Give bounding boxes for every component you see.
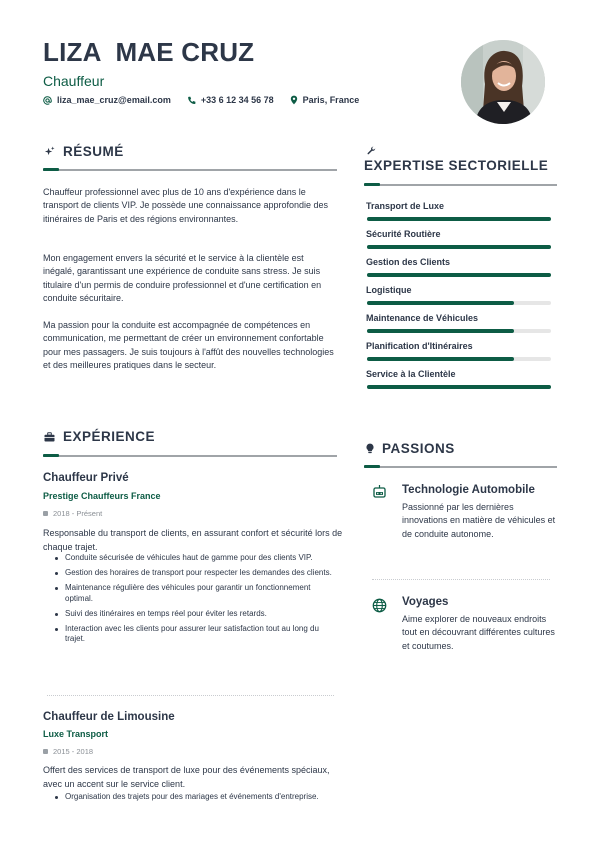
skill-bar-fill xyxy=(367,357,514,361)
skill-label: Planification d'Itinéraires xyxy=(366,341,473,351)
robot-icon xyxy=(372,484,387,504)
skill-item xyxy=(366,369,552,389)
skill-item xyxy=(366,257,552,277)
skill-item xyxy=(366,341,552,361)
resume-heading-text: RÉSUMÉ xyxy=(63,144,124,159)
lightbulb-icon xyxy=(366,443,374,454)
skill-bar-track xyxy=(367,301,551,305)
skill-label: Transport de Luxe xyxy=(366,201,445,211)
resume-paragraph: Chauffeur professionnel avec plus de 10 ans d'expérience dans le transport de clients VIP. Je possède une connaissance approfondie des itinéraires de Paris et des régions environnantes. xyxy=(43,187,329,224)
expertise-heading-text: EXPERTISE SECTORIELLE xyxy=(364,158,549,173)
job-bullets xyxy=(55,553,337,649)
skill-bar-fill xyxy=(367,245,551,249)
job-dates-text: 2015 - 2018 xyxy=(53,747,94,756)
contact-email[interactable] xyxy=(43,95,171,105)
passion-description: Passionné par les dernières innovations en matière de véhicules et de conduite autonome. xyxy=(402,502,556,539)
location-pin-icon xyxy=(290,95,298,105)
skill-item xyxy=(366,201,552,221)
profile-photo xyxy=(461,40,545,124)
candidate-name: LIZA MAE CRUZ xyxy=(43,37,255,67)
contact-location-text: Paris, France xyxy=(302,95,360,105)
resume-divider xyxy=(43,169,337,171)
job-bullets xyxy=(55,792,337,807)
job-company: Prestige Chauffeurs France xyxy=(43,491,161,501)
job-bullet: Conduite sécurisée de véhicules haut de gamme pour des clients VIP. xyxy=(55,553,337,564)
skill-label: Service à la Clientèle xyxy=(366,369,456,379)
job-dates-text: 2018 - Présent xyxy=(53,509,103,518)
skill-item xyxy=(366,285,552,305)
globe-icon xyxy=(372,598,387,618)
passion-title: Voyages xyxy=(402,596,449,608)
skill-label: Gestion des Clients xyxy=(366,257,451,267)
job-description: Offert des services de transport de luxe pour des événements spéciaux, avec un accent sur le service client. xyxy=(43,765,330,789)
passions-heading xyxy=(366,441,455,456)
phone-icon xyxy=(187,96,196,105)
experience-heading-text: EXPÉRIENCE xyxy=(63,429,156,444)
job-dates xyxy=(43,747,93,756)
passions-divider xyxy=(364,466,557,468)
passion-item xyxy=(372,484,562,564)
passions-heading-text: PASSIONS xyxy=(382,441,455,456)
skill-label: Logistique xyxy=(366,285,412,295)
passion-title: Technologie Automobile xyxy=(402,484,535,496)
skill-bar-track xyxy=(367,217,551,221)
resume-heading xyxy=(44,144,124,159)
skill-bar-fill xyxy=(367,273,551,277)
job-bullet: Gestion des horaires de transport pour respecter les demandes des clients. xyxy=(55,568,337,579)
skill-bar-track xyxy=(367,357,551,361)
resume-paragraph: Mon engagement envers la sécurité et le service à la clientèle est inégalé, garantissant une expérience de conduite sans stress. Je suis titulaire d'un permis de conduire professionnel et d'une certification en conduite sécuritaire. xyxy=(43,253,322,303)
skill-bar-track xyxy=(367,385,551,389)
contact-email-text: liza_mae_cruz@email.com xyxy=(57,95,171,105)
contact-phone-text: +33 6 12 34 56 78 xyxy=(200,95,274,105)
resume-paragraph: Ma passion pour la conduite est accompagnée de compétences en communication, me permettant de créer un environnement confortable pour mes passagers. Je suis toujours à l'affût des nouvelles technologies et des meilleures pratiques dans le secteur. xyxy=(43,320,334,370)
passion-separator xyxy=(372,579,550,580)
job-description: Responsable du transport de clients, en assurant confort et sécurité lors de chaque trajet. xyxy=(43,528,343,552)
calendar-icon xyxy=(43,749,48,754)
skill-bar-track xyxy=(367,245,551,249)
skill-item xyxy=(366,229,552,249)
expertise-divider xyxy=(364,184,557,186)
experience-divider xyxy=(43,455,337,457)
skill-bar-fill xyxy=(367,217,551,221)
skill-bar-track xyxy=(367,273,551,277)
job-role: Chauffeur Privé xyxy=(43,472,129,484)
skill-label: Sécurité Routière xyxy=(366,229,441,239)
at-icon xyxy=(43,96,52,105)
sparkle-icon xyxy=(44,146,55,157)
job-bullet: Maintenance régulière des véhicules pour garantir un fonctionnement optimal. xyxy=(55,583,337,604)
expertise-heading xyxy=(364,158,548,173)
job-company: Luxe Transport xyxy=(43,729,109,739)
skill-label: Maintenance de Véhicules xyxy=(366,313,479,323)
contact-location xyxy=(290,95,360,105)
skill-bar-fill xyxy=(367,329,514,333)
passion-item xyxy=(372,596,562,656)
skill-bar-fill xyxy=(367,301,514,305)
job-title: Chauffeur xyxy=(43,73,105,89)
job-separator xyxy=(47,695,334,696)
skill-item xyxy=(366,313,552,333)
calendar-icon xyxy=(43,511,48,516)
job-dates xyxy=(43,509,102,518)
job-bullet: Suivi des itinéraires en temps réel pour éviter les retards. xyxy=(55,609,337,620)
briefcase-icon xyxy=(44,432,55,442)
skill-bar-fill xyxy=(367,385,551,389)
job-role: Chauffeur de Limousine xyxy=(43,711,175,723)
job-bullet: Interaction avec les clients pour assurer leur satisfaction tout au long du trajet. xyxy=(55,624,337,645)
contact-phone[interactable] xyxy=(187,95,274,105)
experience-heading xyxy=(44,429,155,444)
contact-info xyxy=(43,95,375,105)
skill-bar-track xyxy=(367,329,551,333)
passion-description: Aime explorer de nouveaux endroits tout en découvrant différentes cultures et coutumes. xyxy=(402,614,555,651)
job-bullet: Organisation des trajets pour des mariages et événements d'entreprise. xyxy=(55,792,337,803)
